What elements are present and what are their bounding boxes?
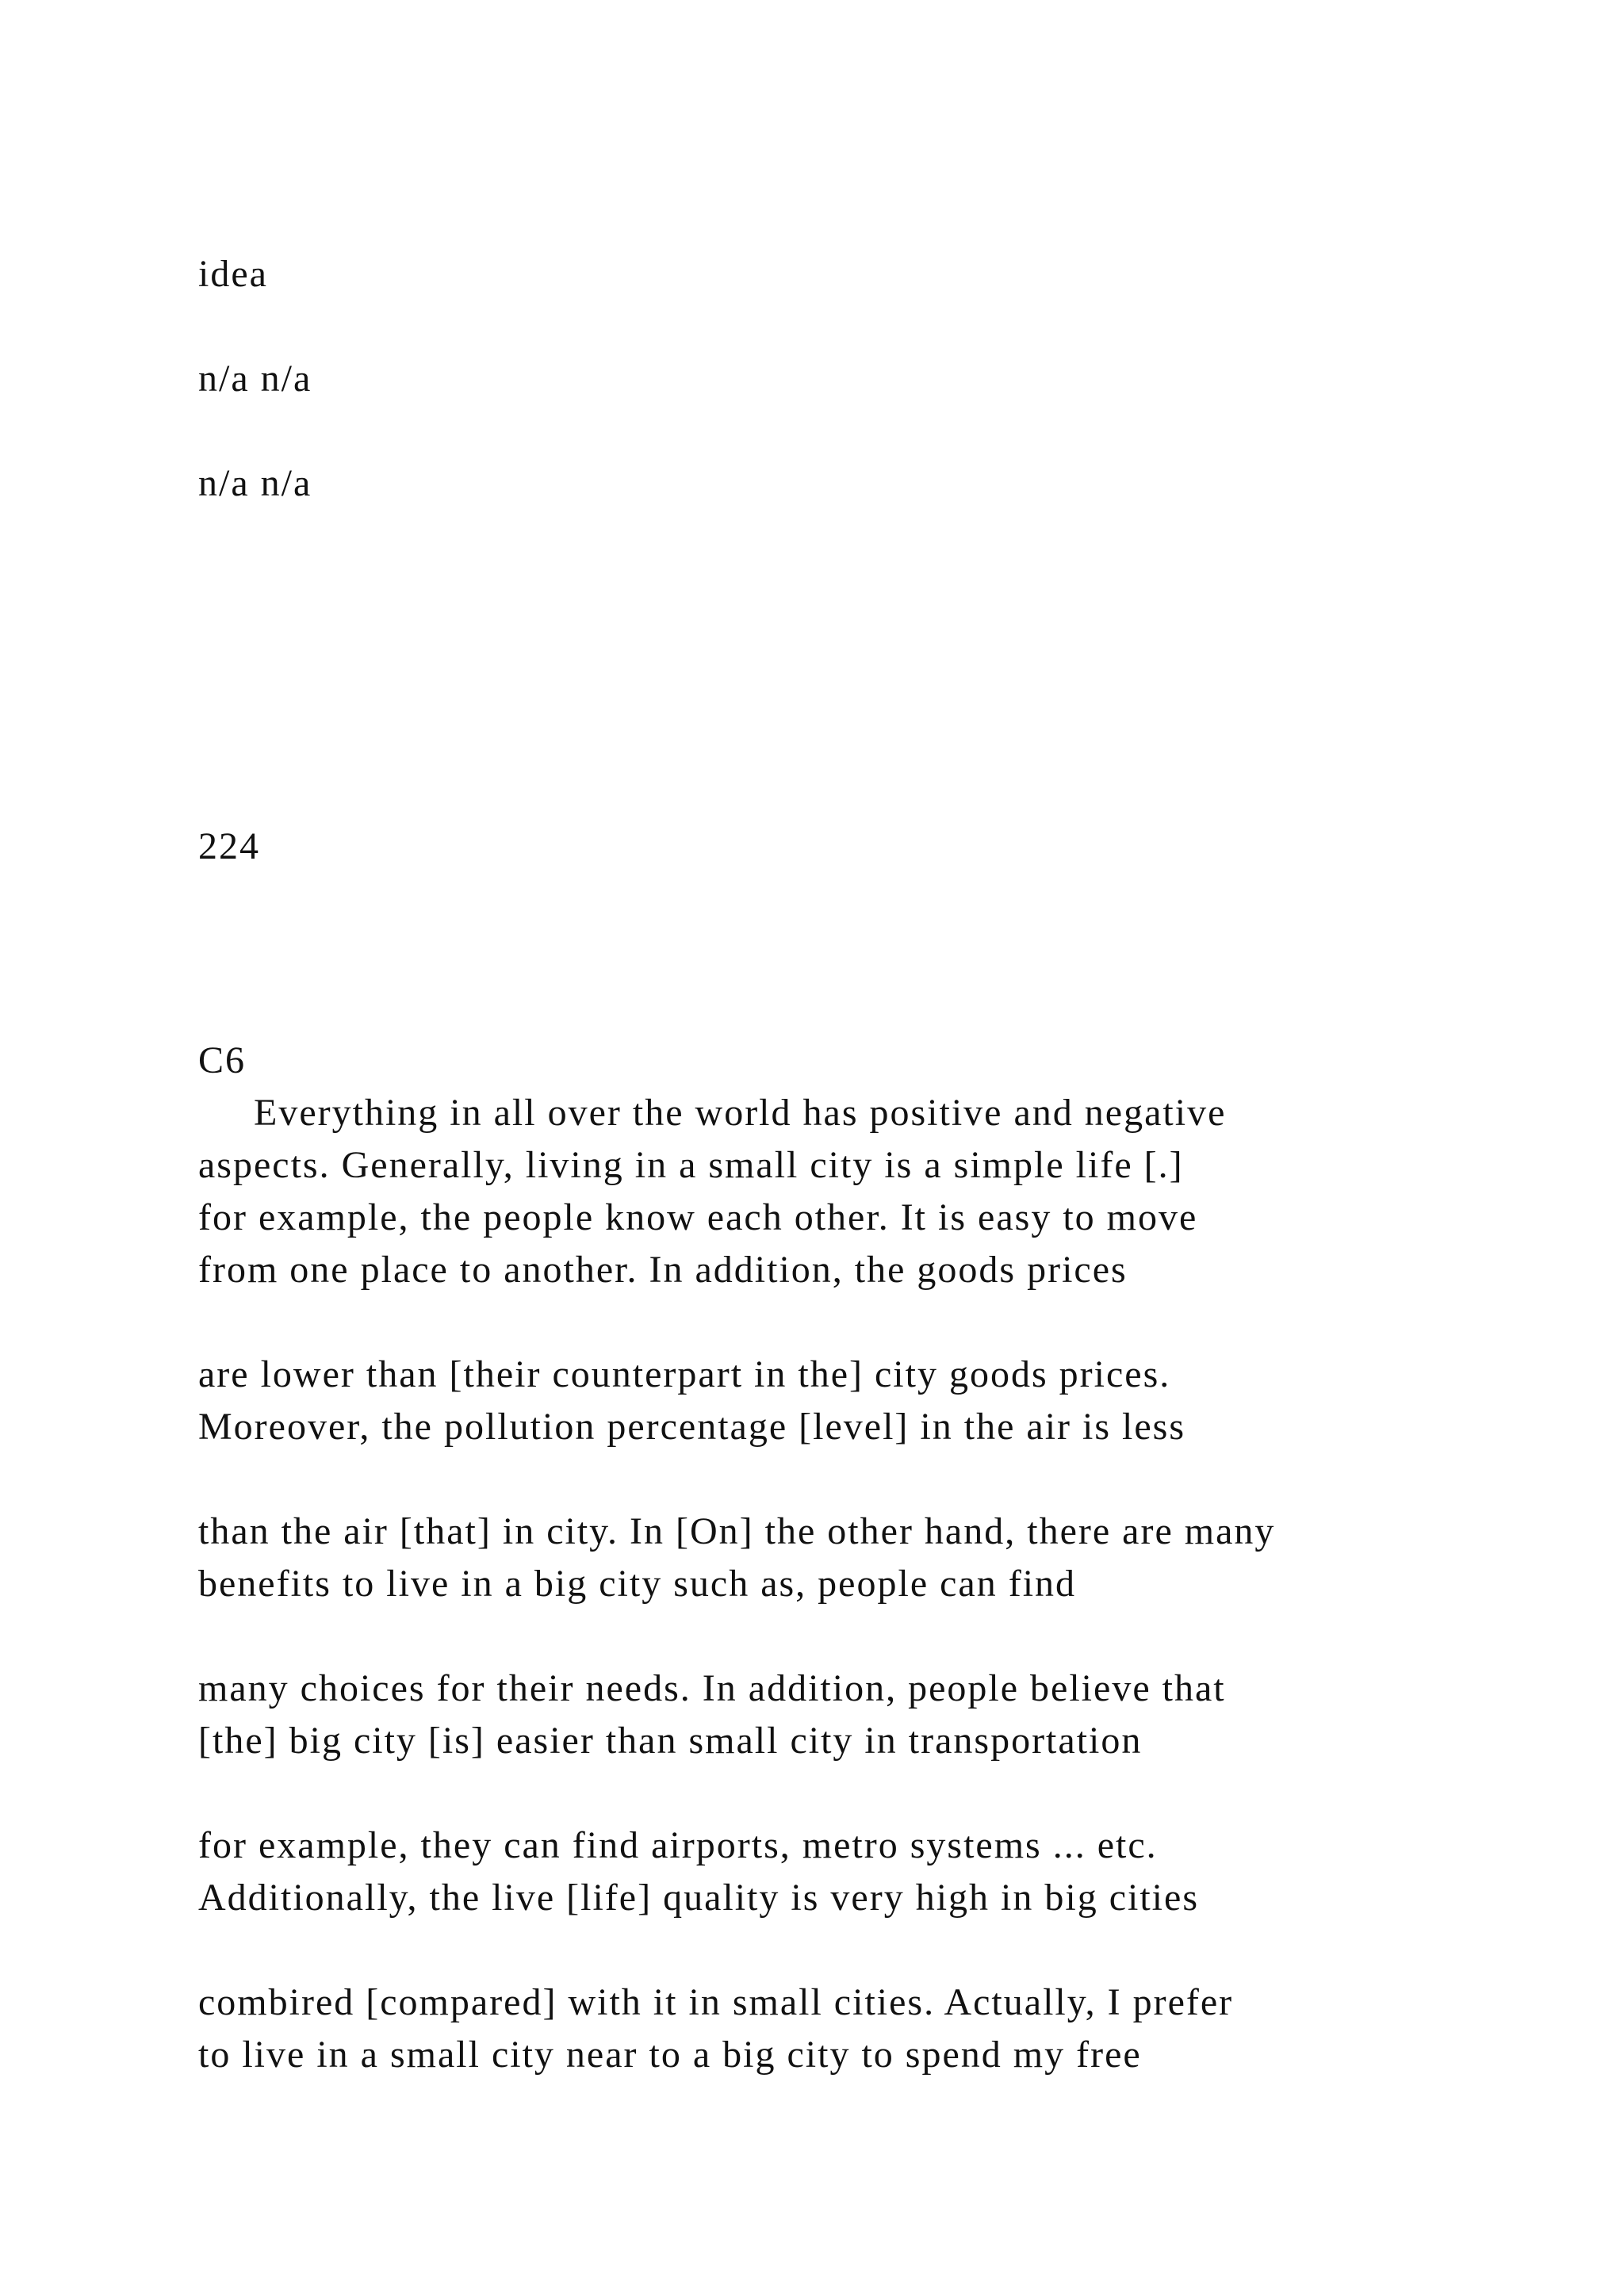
page-number: 224 bbox=[198, 825, 260, 867]
body-line: are lower than [their counterpart in the] city goods prices. bbox=[198, 1353, 1171, 1395]
section-label: C6 bbox=[198, 1039, 247, 1081]
header-line-na-1: n/a n/a bbox=[198, 358, 312, 400]
body-line: Additionally, the live [life] quality is very high in big cities bbox=[198, 1877, 1199, 1919]
body-line: for example, the people know each other. It is easy to move bbox=[198, 1196, 1198, 1238]
body-line: [the] big city [is] easier than small city in transportation bbox=[198, 1720, 1143, 1762]
body-line: benefits to live in a big city such as, people can find bbox=[198, 1563, 1077, 1605]
body-line: combired [compared] with it in small cities. Actually, I prefer bbox=[198, 1981, 1234, 2023]
body-line: aspects. Generally, living in a small city is a simple life [.] bbox=[198, 1144, 1184, 1186]
body-line: than the air [that] in city. In [On] the other hand, there are many bbox=[198, 1510, 1276, 1552]
header-line-idea: idea bbox=[198, 253, 268, 295]
body-line: to live in a small city near to a big city to spend my free bbox=[198, 2034, 1142, 2076]
body-line: for example, they can find airports, metro systems ... etc. bbox=[198, 1824, 1158, 1866]
body-line: many choices for their needs. In addition, people believe that bbox=[198, 1667, 1226, 1709]
body-line: Moreover, the pollution percentage [level] in the air is less bbox=[198, 1406, 1186, 1448]
header-line-na-2: n/a n/a bbox=[198, 462, 312, 504]
body-line: from one place to another. In addition, the goods prices bbox=[198, 1249, 1128, 1291]
body-line: Everything in all over the world has positive and negative bbox=[198, 1092, 1227, 1134]
